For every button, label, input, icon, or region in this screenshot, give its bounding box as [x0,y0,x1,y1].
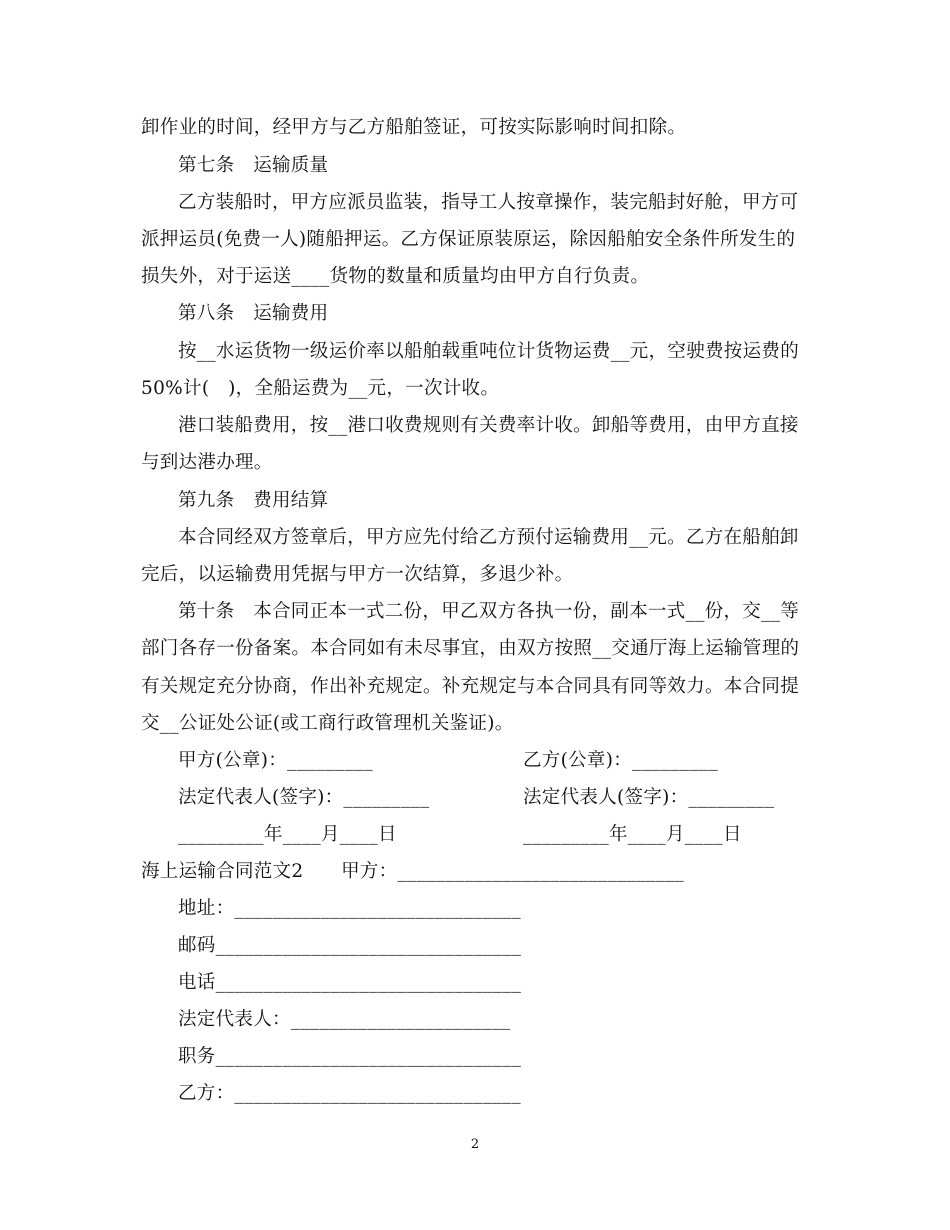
paragraph-line: 本合同经双方签章后，甲方应先付给乙方预付运输费用__元。乙方在船舶卸 [178,527,799,548]
paragraph-line: 损失外，对于运送____货物的数量和质量均由甲方自行负责。 [141,266,650,287]
party-a-representative-field: 法定代表人(签字)：_________ [178,787,430,808]
party-a-date-field: _________年____月____日 [178,824,397,845]
paragraph-line: 派押运员(免费一人)随船押运。乙方保证原装原运，除因船舶安全条件所发生的 [141,229,796,250]
legal-representative-field: 法定代表人：_______________________ [178,1009,511,1030]
article-7-heading: 第七条 运输质量 [178,155,329,176]
paragraph-line: 与到达港办理。 [141,452,273,473]
position-field: 职务________________________________ [178,1046,522,1067]
party-b-date-field: _________年____月____日 [523,824,742,845]
paragraph-line: 部门各存一份备案。本合同如有未尽事宜，由双方按照__交通厅海上运输管理的 [141,638,800,659]
paragraph-line: 有关规定充分协商，作出补充规定。补充规定与本合同具有同等效力。本合同提 [141,676,800,697]
paragraph-line: 完后，以运输费用凭据与甲方一次结算，多退少补。 [141,564,574,585]
paragraph-line: 乙方装船时，甲方应派员监装，指导工人按章操作，装完船封好舱，甲方可 [178,192,799,213]
party-b-seal-field: 乙方(公章)：_________ [523,750,718,771]
party-b-representative-field: 法定代表人(签字)：_________ [523,787,775,808]
party-b-field: 乙方：______________________________ [178,1083,521,1104]
template-2-heading: 海上运输合同范文2 甲方：______________________________ [141,861,684,882]
page-number: 2 [470,1137,480,1152]
paragraph-line: 港口装船费用，按__港口收费规则有关费率计收。卸船等费用，由甲方直接 [178,415,799,436]
postcode-field: 邮码________________________________ [178,935,522,956]
address-field: 地址：______________________________ [178,898,521,919]
party-a-seal-field: 甲方(公章)：_________ [178,750,373,771]
paragraph-line: 交__公证处公证(或工商行政管理机关鉴证)。 [141,713,514,734]
paragraph-line: 按__水运货物一级运价率以船舶载重吨位计货物运费__元，空驶费按运费的 [178,341,800,362]
article-10-line: 第十条 本合同正本一式二份，甲乙双方各执一份，副本一式__份，交__等 [178,601,800,622]
paragraph-line: 卸作业的时间，经甲方与乙方船舶签证，可按实际影响时间扣除。 [141,117,687,138]
article-9-heading: 第九条 费用结算 [178,490,329,511]
phone-field: 电话________________________________ [178,972,522,993]
article-8-heading: 第八条 运输费用 [178,303,329,324]
paragraph-line: 50%计( )，全船运费为__元，一次计收。 [141,378,500,399]
